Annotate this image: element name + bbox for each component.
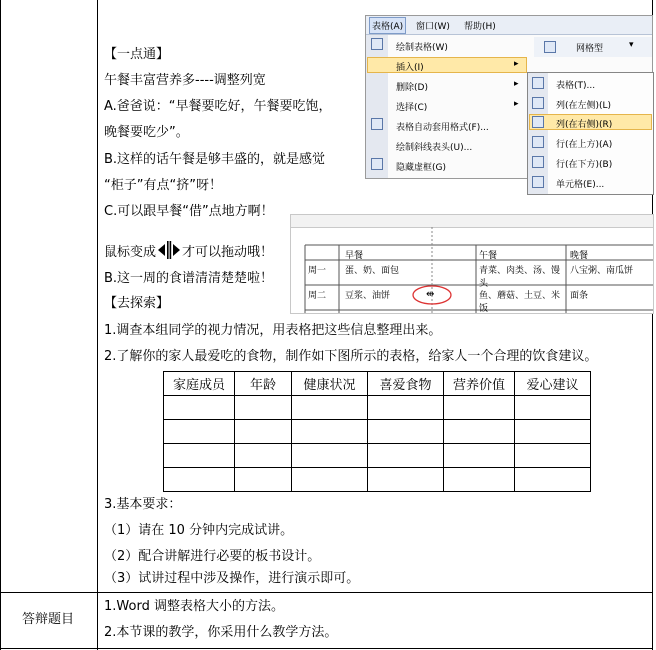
table-cell[interactable] <box>235 420 292 444</box>
menu-item-autoformat[interactable]: 表格自动套用格式(F)... <box>396 123 489 133</box>
insert-table-icon <box>532 77 544 89</box>
table-cell[interactable] <box>235 396 292 420</box>
header-cell: 年龄 <box>235 372 292 396</box>
section2-heading: 【去探索】 <box>104 296 170 311</box>
submenu-row-below[interactable]: 行(在下方)(B) <box>556 160 613 170</box>
shot-row1-dinner: 八宝粥、南瓜饼 <box>570 266 634 276</box>
header-cell: 健康状况 <box>292 372 368 396</box>
family-diet-table <box>163 371 591 492</box>
table-cell[interactable] <box>292 420 368 444</box>
submenu-col-left[interactable]: 列(在左侧)(L) <box>556 101 612 111</box>
outer-border-bottom <box>0 648 653 649</box>
submenu-arrow-icon: ▸ <box>514 99 519 109</box>
table-cell[interactable] <box>235 444 292 468</box>
menu-item-draw-table[interactable]: 绘制表格(W) <box>396 43 448 53</box>
submenu-arrow-icon: ▸ <box>514 59 519 69</box>
header-cell: 家庭成员 <box>164 372 235 396</box>
hide-gridlines-icon <box>371 158 383 170</box>
requirement-3: （3）试讲过程中涉及操作，进行演示即可。 <box>104 571 360 586</box>
shot-row2-day: 周二 <box>308 291 327 301</box>
submenu-row-above[interactable]: 行(在上方)(A) <box>556 140 613 150</box>
section1-heading: 【一点通】 <box>104 47 170 62</box>
table-cell[interactable] <box>368 468 444 492</box>
menu-item-highlight <box>367 57 527 73</box>
table-cell[interactable] <box>515 396 591 420</box>
submenu-table[interactable]: 表格(T)... <box>556 81 596 91</box>
word-table-menu-screenshot <box>365 15 653 190</box>
table-cell[interactable] <box>368 420 444 444</box>
shot-header-dinner: 晚餐 <box>570 251 589 261</box>
table-cell[interactable] <box>235 468 292 492</box>
line-b1: B.这样的话午餐是够丰盛的，就是感觉 <box>104 152 326 167</box>
table-cell[interactable] <box>292 468 368 492</box>
explore-item-1: 1.调查本组同学的视力情况，用表格把这些信息整理出来。 <box>104 323 442 338</box>
table-cell[interactable] <box>515 468 591 492</box>
resize-cursor-icon <box>156 241 182 257</box>
section1-topic: 午餐丰富营养多----调整列宽 <box>104 73 266 88</box>
table-row <box>164 420 591 444</box>
submenu-cell[interactable]: 单元格(E)... <box>556 180 605 190</box>
table-cell[interactable] <box>515 420 591 444</box>
submenu-col-right[interactable]: 列(在右侧)(R) <box>556 120 613 130</box>
menu-table[interactable]: 表格(A) <box>369 17 406 34</box>
menu-bar <box>366 16 652 35</box>
menu-window[interactable]: 窗口(W) <box>416 22 450 32</box>
requirements-title: 3.基本要求： <box>104 497 182 512</box>
cursor-line <box>104 241 273 261</box>
table-cell[interactable] <box>368 396 444 420</box>
insert-row-below-icon <box>532 156 544 168</box>
row-divider <box>0 592 653 593</box>
table-cell[interactable] <box>164 396 235 420</box>
table-cell[interactable] <box>292 396 368 420</box>
menu-table-screenshot <box>290 214 654 314</box>
line-b1-cont: “柜子”有点“挤”呀！ <box>104 178 222 193</box>
line-c: C.可以跟早餐“借”点地方啊！ <box>104 204 274 219</box>
table-cell[interactable] <box>444 444 515 468</box>
requirement-1: （1）请在 10 分钟内完成试讲。 <box>104 523 294 538</box>
header-cell: 喜爱食物 <box>368 372 444 396</box>
line-a1: A.爸爸说：“早餐要吃好，午餐要吃饱， <box>104 99 332 114</box>
autoformat-icon <box>371 118 383 130</box>
menu-item-diagonal-header[interactable]: 绘制斜线表头(U)... <box>396 143 473 153</box>
dropdown-arrow-icon[interactable]: ▾ <box>629 40 634 50</box>
requirement-2: （2）配合讲解进行必要的板书设计。 <box>104 549 321 564</box>
menu-item-hide-gridlines[interactable]: 隐藏虚框(G) <box>396 163 446 173</box>
shot-header-lunch: 午餐 <box>479 251 498 261</box>
table-cell[interactable] <box>164 468 235 492</box>
table-row <box>164 396 591 420</box>
insert-col-left-icon <box>532 97 544 109</box>
defense-question-1: 1.Word 调整表格大小的方法。 <box>104 599 284 614</box>
table-cell[interactable] <box>515 444 591 468</box>
table-cell[interactable] <box>444 420 515 444</box>
table-header-row <box>164 372 591 396</box>
toolbar <box>534 37 652 57</box>
cursor-text-before: 鼠标变成 <box>104 245 157 260</box>
table-cell[interactable] <box>368 444 444 468</box>
resize-cursor-icon: ⇹ <box>426 289 435 300</box>
toolbar-font-icon <box>544 41 556 53</box>
shot-row2-dinner: 面条 <box>570 291 589 301</box>
menu-item-insert[interactable]: 插入(I) <box>396 63 424 73</box>
header-cell: 爱心建议 <box>515 372 591 396</box>
shot-row1-day: 周一 <box>308 266 327 276</box>
table-cell[interactable] <box>164 444 235 468</box>
table-row <box>164 444 591 468</box>
toolbar-style-label[interactable]: 网格型 <box>576 44 604 54</box>
shot-header-breakfast: 早餐 <box>345 251 364 261</box>
header-cell: 营养价值 <box>444 372 515 396</box>
insert-submenu <box>527 72 654 195</box>
defense-question-2: 2.本节课的教学，你采用什么教学方法。 <box>104 625 338 640</box>
table-row <box>164 468 591 492</box>
menu-item-select[interactable]: 选择(C) <box>396 103 428 113</box>
outer-border-left <box>0 0 1 650</box>
insert-cell-icon <box>532 176 544 188</box>
table-cell[interactable] <box>444 396 515 420</box>
insert-col-right-icon <box>532 116 544 128</box>
shot-row2-breakfast: 豆浆、油饼 <box>345 291 391 301</box>
menu-help[interactable]: 帮助(H) <box>464 22 496 32</box>
table-cell[interactable] <box>292 444 368 468</box>
shot-row2-lunch: 鱼、蘑菇、土豆、米饭 <box>479 291 561 314</box>
explore-item-2: 2.了解你的家人最爱吃的食物，制作如下图所示的表格，给家人一个合理的饮食建议。 <box>104 349 598 364</box>
line-b2: B.这一周的食谱清清楚楚啦！ <box>104 271 274 286</box>
shot-row1-lunch: 青菜、肉类、汤、馒头 <box>479 266 561 289</box>
shot-row1-breakfast: 蛋、奶、面包 <box>345 266 400 276</box>
column-divider <box>97 0 98 650</box>
insert-row-above-icon <box>532 136 544 148</box>
menu-item-delete[interactable]: 删除(D) <box>396 83 428 93</box>
cursor-text-after: 才可以拖动哦！ <box>182 245 274 260</box>
line-a2: 晚餐要吃少”。 <box>104 125 189 140</box>
table-cell[interactable] <box>164 420 235 444</box>
draw-table-icon <box>371 38 383 50</box>
table-cell[interactable] <box>444 468 515 492</box>
defense-label: 答辩题目 <box>22 612 75 627</box>
submenu-arrow-icon: ▸ <box>514 79 519 89</box>
